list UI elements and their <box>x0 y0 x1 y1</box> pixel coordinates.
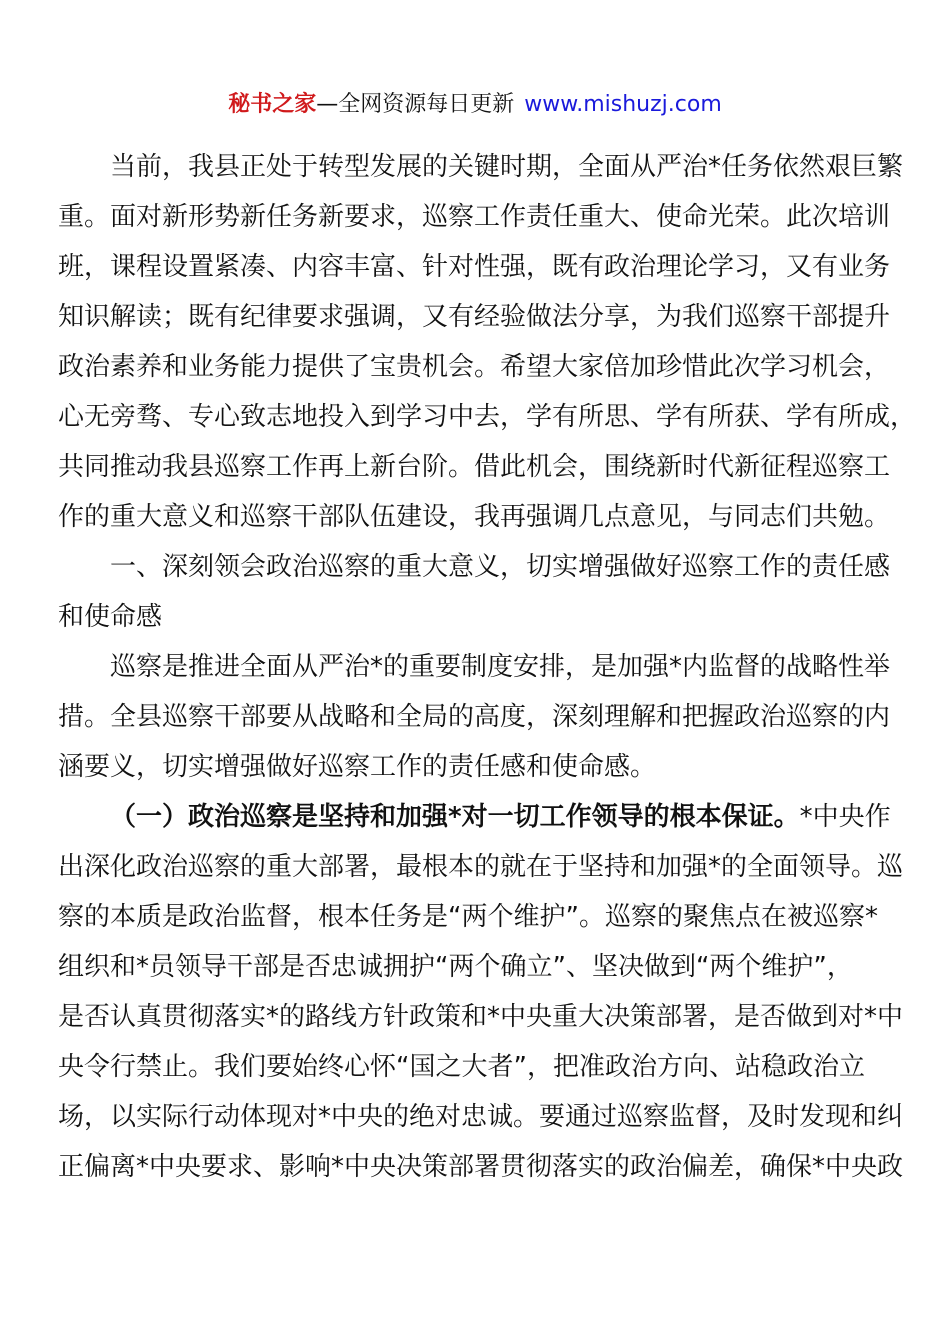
subheading-line <box>58 792 898 842</box>
paragraph-line: 措。全县巡察干部要从战略和全局的高度，深刻理解和把握政治巡察的内 <box>58 702 891 732</box>
subheading-continuation: 中央作 <box>812 802 891 832</box>
paragraph-line: 察的本质是政治监督，根本任务是“两个维护”。巡察的聚焦点在被巡察* <box>58 902 878 932</box>
paragraph-line: 巡察是推进全面从严治*的重要制度安排，是加强*内监督的战略性举 <box>110 652 891 682</box>
paragraph-line: 重。面对新形势新任务新要求，巡察工作责任重大、使命光荣。此次培训 <box>58 202 891 232</box>
subheading-star: * <box>799 802 813 832</box>
paragraph-line: 场，以实际行动体现对*中央的绝对忠诚。要通过巡察监督，及时发现和纠 <box>58 1102 904 1132</box>
paragraph-line: 政治素养和业务能力提供了宝贵机会。希望大家倍加珍惜此次学习机会， <box>58 352 891 382</box>
paragraph-line: 央令行禁止。我们要始终心怀“国之大者”，把准政治方向、站稳政治立 <box>58 1052 865 1082</box>
paragraph-line: 共同推动我县巡察工作再上新台阶。借此机会，围绕新时代新征程巡察工 <box>58 452 891 482</box>
section-heading-line: 一、深刻领会政治巡察的重大意义，切实增强做好巡察工作的责任感 <box>110 552 891 582</box>
paragraph-line: 知识解读；既有纪律要求强调，又有经验做法分享，为我们巡察干部提升 <box>58 302 891 332</box>
paragraph-line: 是否认真贯彻落实*的路线方针政策和*中央重大决策部署，是否做到对*中 <box>58 1002 904 1032</box>
section-heading-line: 和使命感 <box>58 602 163 632</box>
site-url-link[interactable]: www.mishuzj.com <box>524 92 722 117</box>
paragraph-line: 涵要义，切实增强做好巡察工作的责任感和使命感。 <box>58 752 657 782</box>
site-header <box>0 88 950 122</box>
paragraph-line: 心无旁骛、专心致志地投入到学习中去，学有所思、学有所获、学有所成， <box>58 402 917 432</box>
paragraph-line: 当前，我县正处于转型发展的关键时期，全面从严治*任务依然艰巨繁 <box>110 152 904 182</box>
paragraph-line: 出深化政治巡察的重大部署，最根本的就在于坚持和加强*的全面领导。巡 <box>58 852 904 882</box>
brand-name: 秘书之家 <box>228 92 317 117</box>
document-body <box>58 142 917 1192</box>
paragraph-line: 作的重大意义和巡察干部队伍建设，我再强调几点意见，与同志们共勉。 <box>58 502 891 532</box>
paragraph-line: 组织和*员领导干部是否忠诚拥护“两个确立”、坚决做到“两个维护”， <box>58 952 853 982</box>
paragraph-line: 正偏离*中央要求、影响*中央决策部署贯彻落实的政治偏差，确保*中央政 <box>58 1152 904 1182</box>
subheading-bold: （一）政治巡察是坚持和加强*对一切工作领导的根本保证。 <box>110 802 800 832</box>
paragraph-line: 班，课程设置紧凑、内容丰富、针对性强，既有政治理论学习，又有业务 <box>58 252 891 282</box>
header-tagline: —全网资源每日更新 <box>316 92 515 117</box>
